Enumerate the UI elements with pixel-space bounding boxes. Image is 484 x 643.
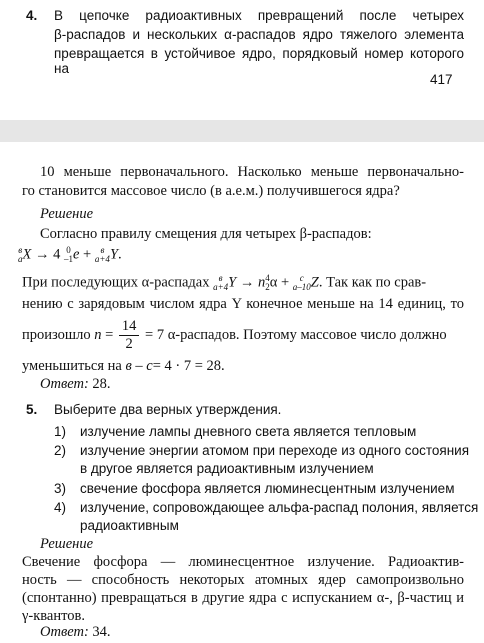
q5-solution-line-2: ность — способность некоторых атомных ядер самопроизвольно [22,572,464,588]
solution-label: Решение [40,206,94,222]
q4-line-para4: уменьшиться на в – с= 4 · 7 = 28. [22,358,225,374]
question-4-number: 4. [26,8,38,23]
q4-line-para2: нению с зарядовым числом ядра Y конечное меньше на 14 единиц, то [22,296,464,312]
question-5-number: 5. [26,402,38,417]
q4-solution-line-1: Согласно правилу смещения для четырех β-распадов: [40,226,372,242]
q4-cont-line-2: го становится массовое число (в а.е.м.) получившегося ядра? [22,183,400,199]
page-number: 417 [430,72,453,87]
option-2: 2) излучение энергии атомом при переходе из одного состояния [54,443,470,458]
q5-solution-line-4: γ-квантов. [22,608,85,624]
option-3: 3) свечение фосфора является люминесцентным излучением [54,481,455,496]
q4-alpha-line: При последующих α-распадах в а+4 Y → n 4 2 α + с а–10 Z. Так как по срав- [22,273,427,292]
option-2-cont: в другое является радиоактивным излучением [80,461,374,476]
alpha-text-a: При последующих α-распадах [22,274,210,291]
fraction-tail: = 7 α-распадов. Поэтому массовое число должно [145,327,447,343]
q5-title: Выберите два верных утверждения. [54,402,282,417]
option-4-cont: радиоактивным [80,518,179,533]
q4-line-3: превращается в устойчивое ядро, порядковый номер которого на [54,46,464,76]
fraction: $\frac{14}{2}$ [119,318,140,353]
q5-solution-line-3: (спонтанно) превращаться в другие ядра с испусканием α-, β-частиц и [22,590,464,606]
page-break-band [0,120,484,142]
q4-line-2: β-распадов и нескольких α-распадов ядро тяжелого элемента [54,27,464,42]
q5-answer: Ответ: 34. [40,624,111,640]
q5-solution-label: Решение [40,536,94,552]
q5-solution-line-1: Свечение фосфора — люминесцентное излучение. Радиоактив- [22,554,464,570]
q4-line-1: В цепочке радиоактивных превращений после четырех [54,8,464,23]
q4-cont-line-1: 10 меньше первоначального. Насколько меньше первоначально- [40,164,464,180]
option-4: 4) излучение, сопровождающее альфа-распад полония, является [54,500,479,515]
beta-decay-equation: в а X → 4 0 –1 e + в а+4 Y. [18,245,122,264]
option-1: 1) излучение лампы дневного света является тепловым [54,424,417,439]
q4-fraction-line: произошло n = $\frac{14}{2}$ = 7 α-распадов. Поэтому массовое число должно [22,318,447,352]
q4-answer: Ответ: 28. [40,376,111,392]
